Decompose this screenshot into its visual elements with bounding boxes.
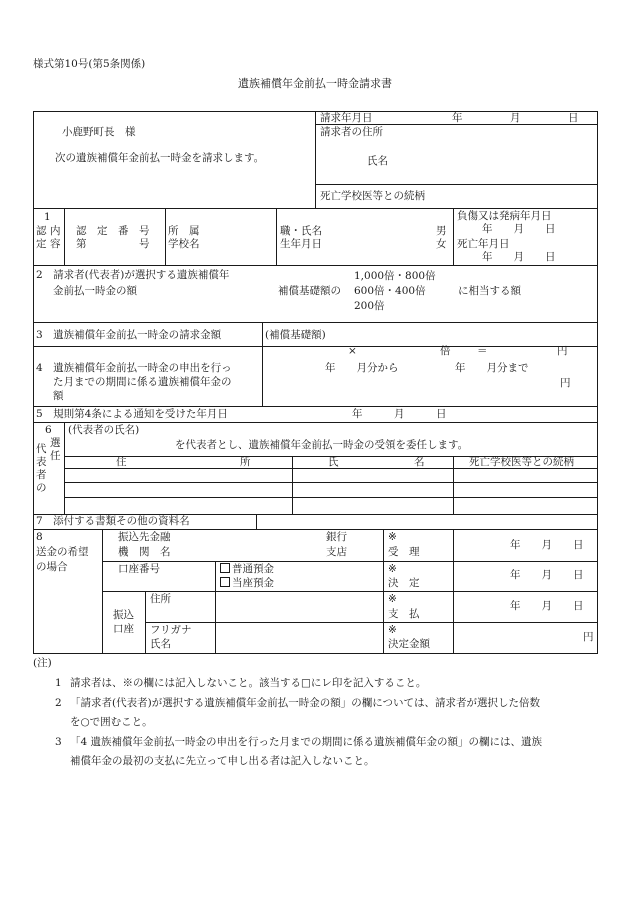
ordinary-deposit-checkbox[interactable] [220, 563, 230, 573]
section4-label-line3: 額 [53, 390, 64, 402]
bank-label-line2: 機 関 名 [118, 546, 171, 558]
section4-label-line2: た月までの期間に係る遺族補償年金の [53, 376, 232, 388]
times-sign: × [348, 345, 357, 357]
section1-label-a: 認 [36, 225, 47, 237]
form-number: 様式第10号(第5条関係) [33, 58, 146, 70]
section6-side-char-2: 表 [36, 456, 47, 468]
note-2-text-line2: を○で囲むこと。 [70, 716, 153, 728]
section6-side-char-1: 代 [36, 443, 47, 455]
multiplier-option-600-400: 600倍・400倍 [354, 285, 426, 297]
section6-side-char-5: 選 [50, 437, 61, 449]
payment-label: 支 払 [388, 608, 420, 620]
cert-number-label: 認 定 番 号 [76, 225, 150, 237]
death-date-label: 死亡年月日 [457, 238, 510, 250]
section6-side-char-4: の [36, 482, 47, 494]
female-option: 女 [436, 238, 447, 250]
payment-date-ymd: 年 月 日 [510, 600, 584, 612]
account-holder-name-label: 氏名 [150, 638, 171, 650]
ordinary-deposit-option[interactable] [220, 563, 274, 575]
ordinary-deposit-label: 普通預金 [232, 563, 274, 575]
equivalent-amount-label: に相当する額 [458, 285, 521, 297]
note-3-number: 3 [55, 736, 62, 748]
section1-label-d: 容 [50, 238, 61, 250]
request-sentence: 次の遺族補償年金前払一時金を請求します。 [55, 152, 265, 164]
representative-name-label: (代表者の氏名) [68, 424, 140, 436]
request-year-unit: 年 [452, 112, 463, 124]
cert-number-field: 第 号 [76, 238, 150, 250]
section4-label-line1: 4 遺族補償年金前払一時金の申出を行っ [36, 362, 232, 374]
notice-date-ymd: 年 月 日 [352, 408, 447, 420]
column-address-1: 住 [116, 456, 127, 468]
claimant-address-label: 請求者の住所 [320, 126, 383, 138]
notes-heading: (注) [33, 657, 52, 669]
decided-amount-yen-unit: 円 [583, 631, 594, 643]
request-day-unit: 日 [568, 112, 579, 124]
injury-date-label: 負傷又は発病年月日 [457, 210, 552, 222]
injury-date-ymd: 年 月 日 [482, 223, 556, 235]
note-1-number: 1 [55, 677, 62, 689]
column-relationship: 死亡学校医等との続柄 [469, 456, 574, 468]
section3-label: 3 遺族補償年金前払一時金の請求金額 [36, 329, 222, 341]
male-option: 男 [436, 225, 447, 237]
account-address-label: 住所 [150, 593, 171, 605]
multiplier-option-1000-800: 1,000倍・800倍 [354, 270, 436, 282]
furigana-label: フリガナ [150, 624, 192, 636]
section6-side-char-3: 者 [36, 469, 47, 481]
school-name-label: 学校名 [168, 238, 200, 250]
column-address-2: 所 [240, 456, 251, 468]
relationship-label: 死亡学校医等との続柄 [320, 190, 425, 202]
section6-number: 6 [45, 424, 52, 436]
decision-date-ymd: 年 月 日 [510, 569, 584, 581]
section2-label-line2: 金前払一時金の額 [53, 285, 137, 297]
current-deposit-checkbox[interactable] [220, 577, 230, 587]
branch-suffix: 支店 [326, 546, 347, 558]
current-deposit-label: 当座預金 [232, 577, 274, 589]
section1-label-c: 内 [50, 225, 61, 237]
decision-label: 決 定 [388, 577, 420, 589]
multiplier-unit: 倍 [440, 345, 451, 357]
section2-label-line1: 2 請求者(代表者)が選択する遺族補償年 [36, 269, 230, 281]
current-deposit-option[interactable] [220, 577, 274, 589]
transfer-account-label-2: 口座 [113, 623, 134, 635]
note-2-text-line1: 「請求者(代表者)が選択する遺族補償年金前払一時金の額」の欄については、請求者が選択した倍数 [70, 697, 540, 709]
delegation-sentence: を代表者とし、遺族補償年金前払一時金の受領を委任します。 [175, 439, 469, 451]
period-to: 年 月分まで [455, 362, 529, 374]
section7-label: 7 添付する書類その他の資料名 [36, 515, 190, 527]
section1-number: 1 [44, 211, 51, 223]
official-mark-3: ※ [388, 593, 397, 605]
section5-label: 5 規則第4条による通知を受けた年月日 [36, 408, 228, 420]
note-3-text-line2: 補償年金の最初の支払に先立って申し出る者は記入しないこと。 [70, 755, 375, 767]
claimant-name-label: 氏名 [367, 155, 388, 167]
receipt-label: 受 理 [388, 546, 420, 558]
receipt-date-ymd: 年 月 日 [510, 539, 584, 551]
column-name-2: 名 [414, 456, 425, 468]
base-amount-caption: (補償基礎額) [265, 329, 326, 341]
addressee: 小鹿野町長 様 [62, 126, 136, 138]
transfer-account-label-1: 振込 [113, 609, 134, 621]
section8-side-label-2: の場合 [36, 561, 68, 573]
official-mark-1: ※ [388, 531, 397, 543]
decided-amount-label: 決定金額 [388, 638, 430, 650]
period-from: 年 月分から [325, 362, 399, 374]
bank-label-line1: 振込先金融 [118, 531, 171, 543]
birthdate-label: 生年月日 [280, 238, 322, 250]
note-1-text: 請求者は、※の欄には記入しないこと。該当する□にレ印を記入すること。 [70, 677, 427, 689]
base-amount-label: 補償基礎額の [278, 285, 341, 297]
section3-yen-unit: 円 [557, 345, 568, 357]
account-number-label: 口座番号 [118, 563, 160, 575]
affiliation-label: 所 属 [168, 225, 200, 237]
death-date-ymd: 年 月 日 [482, 251, 556, 263]
document-title: 遺族補償年金前払一時金請求書 [238, 77, 392, 90]
section4-yen-unit: 円 [560, 377, 571, 389]
section6-side-char-6: 任 [50, 450, 61, 462]
column-name-1: 氏 [328, 456, 339, 468]
note-3-text-line1: 「4 遺族補償年金前払一時金の申出を行った月までの期間に係る遺族補償年金の額」の欄には、遺族 [70, 736, 543, 748]
request-month-unit: 月 [510, 112, 521, 124]
equals-sign: ＝ [477, 345, 488, 357]
bank-suffix: 銀行 [326, 531, 347, 543]
position-name-label: 職・氏名 [280, 225, 322, 237]
official-mark-2: ※ [388, 563, 397, 575]
multiplier-option-200: 200倍 [354, 300, 385, 312]
note-2-number: 2 [55, 697, 62, 709]
section1-label-b: 定 [36, 238, 47, 250]
request-date-label: 請求年月日 [320, 112, 373, 124]
official-mark-4: ※ [388, 624, 397, 636]
section8-side-label-1: 送金の希望 [36, 546, 89, 558]
section8-number: 8 [36, 531, 43, 543]
